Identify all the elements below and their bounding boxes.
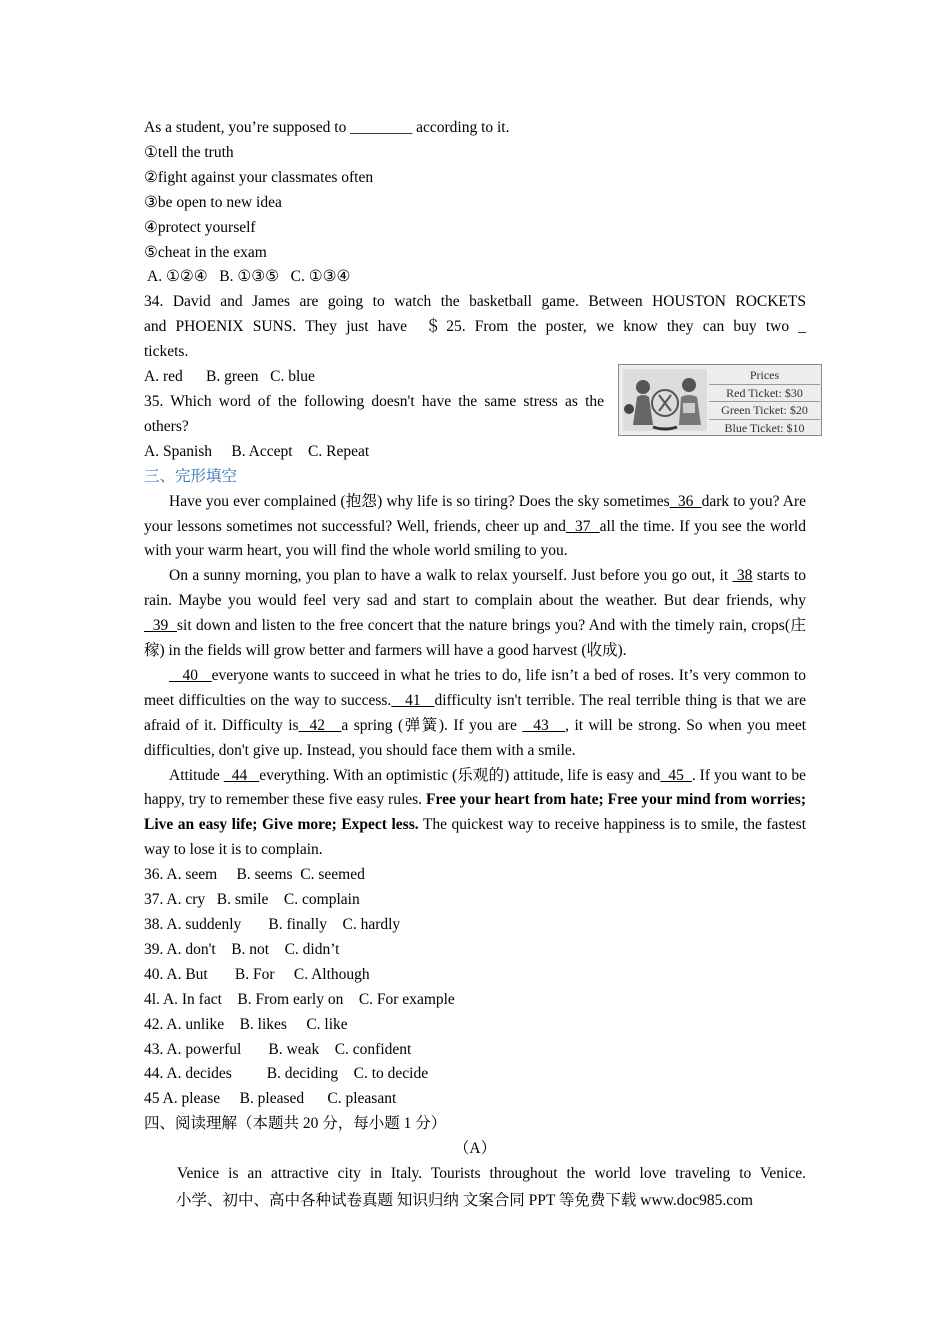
price-blue: Blue Ticket: $10	[724, 420, 805, 435]
section-3-title: 三、完形填空	[144, 467, 238, 485]
blank-44: 44	[223, 766, 260, 784]
cloze-paragraph-3	[144, 664, 806, 764]
q35-options: A. Spanish B. Accept C. Repeat	[144, 442, 370, 460]
blank-38: 38	[732, 567, 753, 585]
price-green: Green Ticket: $20	[709, 402, 820, 420]
text: all the time. If you see the world with your warm heart, you will find the whole world smiling to you.	[144, 517, 806, 560]
blank-42: 42	[298, 716, 342, 734]
answer-option-line: 43. A. powerful B. weak C. confident	[144, 1040, 412, 1058]
q33-item: ⑤cheat in the exam	[144, 243, 267, 261]
blank-41: 41	[391, 691, 435, 709]
text: , it will be strong. So when you meet difficulties, don't give up. Instead, you should face them with a smile.	[144, 716, 807, 759]
blank-36: 36	[669, 492, 702, 510]
blank-39: 39	[144, 617, 178, 635]
q33-options: A. ①②④ B. ①③⑤ C. ①③④	[147, 268, 351, 286]
blank-43: 43	[522, 716, 566, 734]
q33-item: ④protect yourself	[144, 218, 256, 236]
q33-stem: As a student, you’re supposed to ________ according to it.	[144, 119, 510, 136]
text: sit down and listen to the free concert that the nature brings you? And with the timely rain, crops(庄稼) in the fields will grow better and farmers will have a good harvest (收成).	[144, 617, 806, 660]
section-4-title: 四、阅读理解（本题共 20 分，每小题 1 分）	[144, 1115, 447, 1133]
q33-item: ①tell the truth	[144, 143, 234, 161]
footer-ad: 小学、初中、高中各种试卷真题 知识归纳 文案合同 PPT 等免费下载 www.doc985.com	[176, 1192, 753, 1209]
text: everything. With an optimistic (乐观的) attitude, life is easy and	[259, 766, 661, 784]
q34-line: 34. David and James are going to watch the basketball game. Between HOUSTON ROCKETS	[144, 293, 806, 311]
price-red: Red Ticket: $30	[709, 385, 820, 403]
answer-option-line: 38. A. suddenly B. finally C. hardly	[144, 916, 401, 933]
cloze-paragraph-4	[144, 764, 806, 864]
teams-logo-image	[623, 369, 707, 431]
q34-line: and PHOENIX SUNS. They just have ＄25. From the poster, we know they can buy two _	[144, 318, 806, 336]
text: Attitude	[169, 766, 224, 784]
section-4-subtitle: （A）	[453, 1140, 497, 1158]
text: dark to you? Are your lessons sometimes not successful? Well, friends, cheer up and	[144, 492, 807, 535]
answer-option-line: 39. A. don't B. not C. didn’t	[144, 940, 340, 958]
cloze-paragraph-2	[144, 564, 806, 664]
text: The quickest way to receive happiness is to smile, the fastest way to lose it is to complain.	[144, 816, 806, 859]
text: difficulty isn't terrible. The real terrible thing is that we are afraid of it. Difficulty is	[144, 691, 806, 734]
ticket-poster	[618, 364, 822, 436]
answer-option-line: 36. A. seem B. seems C. seemed	[144, 866, 365, 884]
answer-option-line: 45 A. please B. pleased C. pleasant	[144, 1090, 397, 1108]
rules-bold: Free your heart from hate; Free your mind from worries; Live an easy life; Give more; Expect less.	[144, 791, 806, 834]
answer-option-line: 42. A. unlike B. likes C. like	[144, 1015, 348, 1033]
answer-option-line: 44. A. decides B. deciding C. to decide	[144, 1065, 429, 1083]
blank-45: 45	[660, 766, 692, 784]
answer-option-line: 37. A. cry B. smile C. complain	[144, 891, 360, 909]
price-table	[709, 367, 820, 436]
text: starts to rain. Maybe you would feel very sad and start to complain about the weather. But dear friends, why	[144, 567, 807, 610]
answer-option-line: 4l. A. In fact B. From early on C. For example	[144, 990, 455, 1008]
price-header: Prices	[709, 367, 820, 385]
q33-item: ③be open to new idea	[144, 193, 282, 211]
q34-options: A. red B. green C. blue	[144, 368, 315, 386]
venice-paragraph: Venice is an attractive city in Italy. Tourists throughout the world love traveling to Venice.	[177, 1165, 806, 1183]
blank-37: 37	[565, 517, 600, 535]
q34-line: tickets.	[144, 343, 189, 361]
text: everyone wants to succeed in what he tries to do, life isn’t a bed of roses. It’s very common to meet difficulties on the way to success.	[144, 666, 806, 709]
cloze-paragraph-1	[144, 490, 806, 565]
text: On a sunny morning, you plan to have a walk to relax yourself. Just before you go out, it	[169, 567, 733, 585]
page-body	[144, 116, 806, 1187]
text: Have you ever complained (抱怨) why life is so tiring? Does the sky sometimes	[169, 492, 670, 510]
text: . If you want to be happy, try to remember these five easy rules.	[144, 766, 806, 809]
q35-stem: 35. Which word of the following doesn't have the same stress as the others?	[144, 392, 604, 435]
blank-40: 40	[169, 666, 212, 684]
answer-option-line: 40. A. But B. For C. Although	[144, 965, 370, 983]
text: a spring (弹簧). If you are	[341, 716, 523, 734]
q33-item: ②fight against your classmates often	[144, 168, 374, 186]
